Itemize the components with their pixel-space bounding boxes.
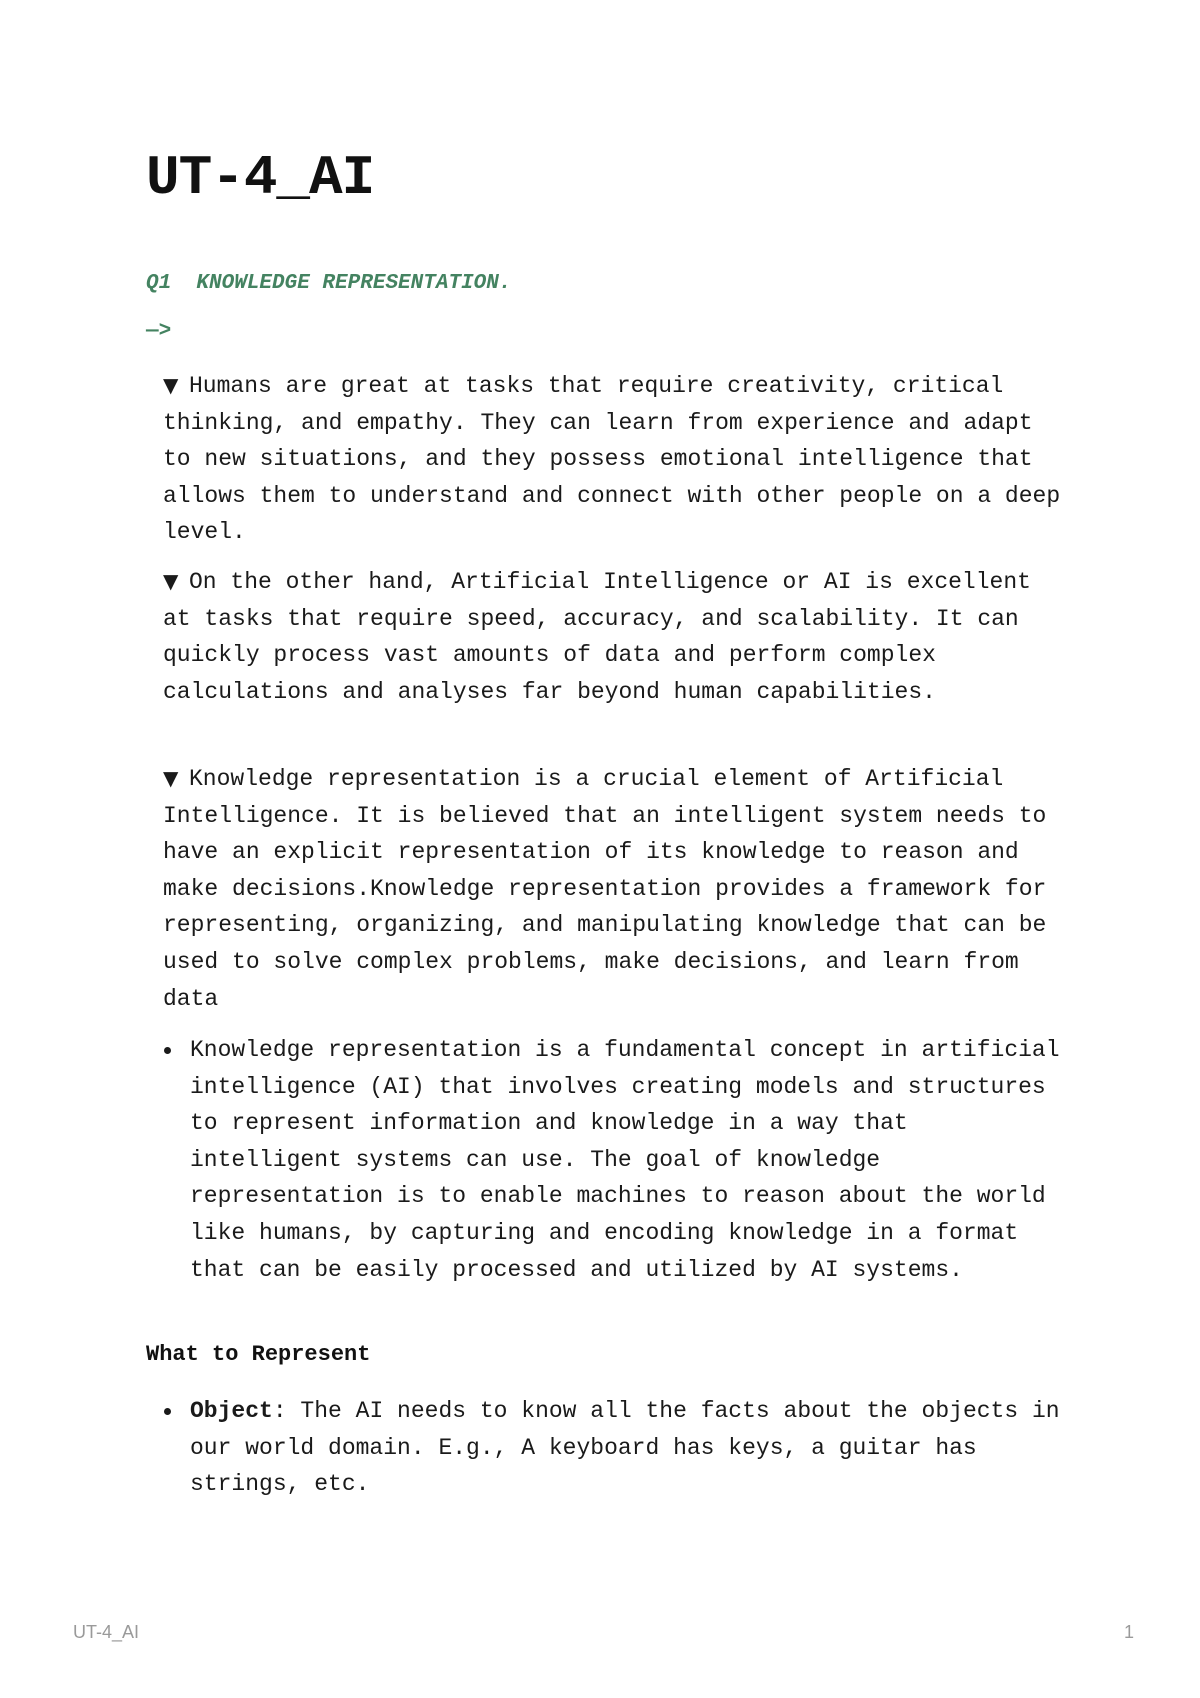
list-item <box>190 1032 1070 1288</box>
toggle-text: Humans are great at tasks that require creativity, critical thinking, and empathy. They can learn from experience and adapt to new situations, and they possess emotional intelligence that allows them to understand and connect with other people on a deep level. <box>163 373 1061 546</box>
footer-page-number: 1 <box>1123 1622 1134 1642</box>
bullet-dot-icon <box>164 1408 171 1415</box>
toggle-text: On the other hand, Artificial Intelligence or AI is excellent at tasks that require speed, accuracy, and scalability. It can quickly process vast amounts of data and perform complex calculations and analyses far beyond human capabilities. <box>163 569 1031 705</box>
question-heading: Q1 KNOWLEDGE REPRESENTATION. <box>146 272 512 295</box>
bullet-dot-icon <box>164 1047 171 1054</box>
list-item-text: Knowledge representation is a fundamental concept in artificial intelligence (AI) that involves creating models and structures to represent information and knowledge in a way that intelligent systems can use. The goal of knowledge representation is to enable machines to reason about the world like humans, by capturing and encoding knowledge in a format that can be easily processed and utilized by AI systems. <box>190 1037 1060 1283</box>
toggle-block-knowledge-representation[interactable] <box>163 760 1063 1017</box>
toggle-block-ai[interactable] <box>163 563 1063 710</box>
toggle-block-humans[interactable] <box>163 367 1063 551</box>
page-title: UT-4_AI <box>146 146 375 210</box>
triangle-down-icon[interactable]: ▼ <box>163 569 179 593</box>
triangle-down-icon[interactable]: ▼ <box>163 766 179 790</box>
list-item-text: : The AI needs to know all the facts about the objects in our world domain. E.g., A keyboard has keys, a guitar has strings, etc. <box>190 1398 1060 1498</box>
footer-document-name: UT-4_AI <box>73 1622 140 1642</box>
toggle-text: Knowledge representation is a crucial element of Artificial Intelligence. It is believed that an intelligent system needs to have an explicit representation of its knowledge to reason and make decisions.Knowledge representation provides a framework for representing, organizing, and manipulating knowledge that can be used to solve complex problems, make decisions, and learn from data <box>163 766 1047 1012</box>
triangle-down-icon[interactable]: ▼ <box>163 373 179 397</box>
list-item-term: Object <box>190 1398 273 1424</box>
list-item <box>190 1393 1070 1503</box>
section-heading: What to Represent <box>146 1342 371 1367</box>
arrow-marker: —> <box>146 320 172 343</box>
